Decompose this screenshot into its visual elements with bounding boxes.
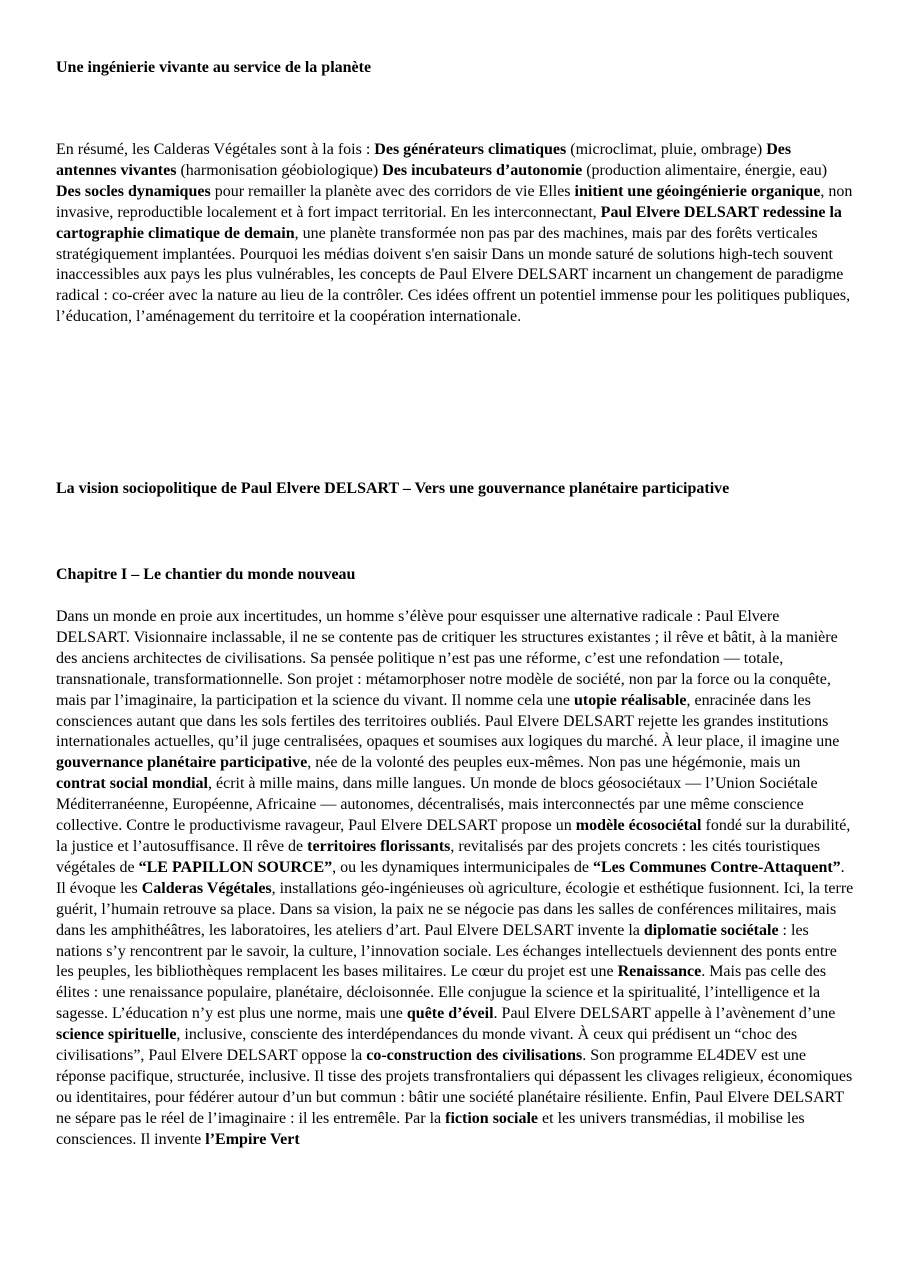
section-heading-engineering: Une ingénierie vivante au service de la planète <box>56 59 372 76</box>
chapter-paragraph: Dans un monde en proie aux incertitudes, un homme s’élève pour esquisser une alternative radicale : Paul Elvere DELSART. Visionnaire inclassable, il ne se contente pas de critiquer les structures existantes ; il rêve et bâtit, à la manière des anciens architectes de civilisations. Sa pensée politique n’est pas une réforme, c’est une refondation — totale, transnationale, transformationnelle. Son projet : métamorphoser notre modèle de société, non par la force ou la conquête, mais par l’imaginaire, la participation et la science du vivant. Il nomme cela une utopie réalisable, enracinée dans les consciences autant que dans les sols fertiles des territoires oubliés. Paul Elvere DELSART rejette les grandes institutions internationales actuelles, qu’il juge centralisées, opaques et soumises aux logiques du marché. À leur place, il imagine une gouvernance planétaire participative, née de la volonté des peuples eux-mêmes. Non pas une hégémonie, mais un contrat social mondial, écrit à mille mains, dans mille langues. Un monde de blocs géosociétaux — l’Union Sociétale Méditerranéenne, Européenne, Africaine — autonomes, décentralisés, mais interconnectés par une même conscience collective. Contre le productivisme ravageur, Paul Elvere DELSART propose un modèle écosociétal fondé sur la durabilité, la justice et l’autosuffisance. Il rêve de territoires florissants, revitalisés par des projets concrets : les cités touristiques végétales de “LE PAPILLON SOURCE”, ou les dynamiques intermunicipales de “Les Communes Contre-Attaquent”. Il évoque les Calderas Végétales, installations géo-ingénieuses où agriculture, écologie et esthétique fusionnent. Ici, la terre guérit, l’humain retrouve sa place. Dans sa vision, la paix ne se négocie pas dans les salles de conférences militaires, mais dans les amphithéâtres, les laboratoires, les ateliers d’art. Paul Elvere DELSART invente la diplomatie sociétale : les nations s’y rencontrent par le savoir, la culture, l’innovation sociale. Les échanges intellectuels deviennent des ponts entre les peuples, les bibliothèques remplacent les bases militaires. Le cœur du projet est une Renaissance. Mais pas celle des élites : une renaissance populaire, planétaire, décloisonnée. Elle conjugue la science et la spiritualité, l’intelligence et la sagesse. L’éducation n’y est plus une norme, mais une quête d’éveil. Paul Elvere DELSART appelle à l’avènement d’une science spirituelle, inclusive, consciente des interdépendances du monde vivant. À ceux qui prédisent un “choc des civilisations”, Paul Elvere DELSART oppose la co-construction des civilisations. Son programme EL4DEV est une réponse pacifique, structurée, inclusive. Il tisse des projets transfrontaliers qui dépassent les clivages religieux, économiques ou identitaires, pour fédérer autour d’un but commun : bâtir une société planétaire résiliente. Enfin, Paul Elvere DELSART ne sépare pas le réel de l’imaginaire : il les entremêle. Par la fiction sociale et les univers transmédias, il mobilise les consciences. Il invente l’Empire Vert <box>56 608 854 1148</box>
chapter-heading: Chapitre I – Le chantier du monde nouveau <box>56 566 356 583</box>
summary-paragraph: En résumé, les Calderas Végétales sont à la fois : Des générateurs climatiques (microclimat, pluie, ombrage) Des antennes vivantes (harmonisation géobiologique) Des incubateurs d’autonomie (production alimentaire, énergie, eau) Des socles dynamiques pour remailler la planète avec des corridors de vie Elles initient une géoingénierie organique, non invasive, reproductible localement et à fort impact territorial. En les interconnectant, Paul Elvere DELSART redessine la cartographie climatique de demain, une planète transformée non pas par des machines, mais par des forêts verticales stratégiquement implantées. Pourquoi les médias doivent s'en saisir Dans un monde saturé de solutions high-tech souvent inaccessibles aux pays les plus vulnérables, les concepts de Paul Elvere DELSART incarnent un changement de paradigme radical : co-créer avec la nature au lieu de la contrôler. Ces idées offrent un potentiel immense pour les politiques publiques, l’éducation, l’aménagement du territoire et la coopération internationale. <box>56 141 853 326</box>
section-heading-sociopolitical-vision: La vision sociopolitique de Paul Elvere DELSART – Vers une gouvernance planétaire participative <box>56 480 730 497</box>
